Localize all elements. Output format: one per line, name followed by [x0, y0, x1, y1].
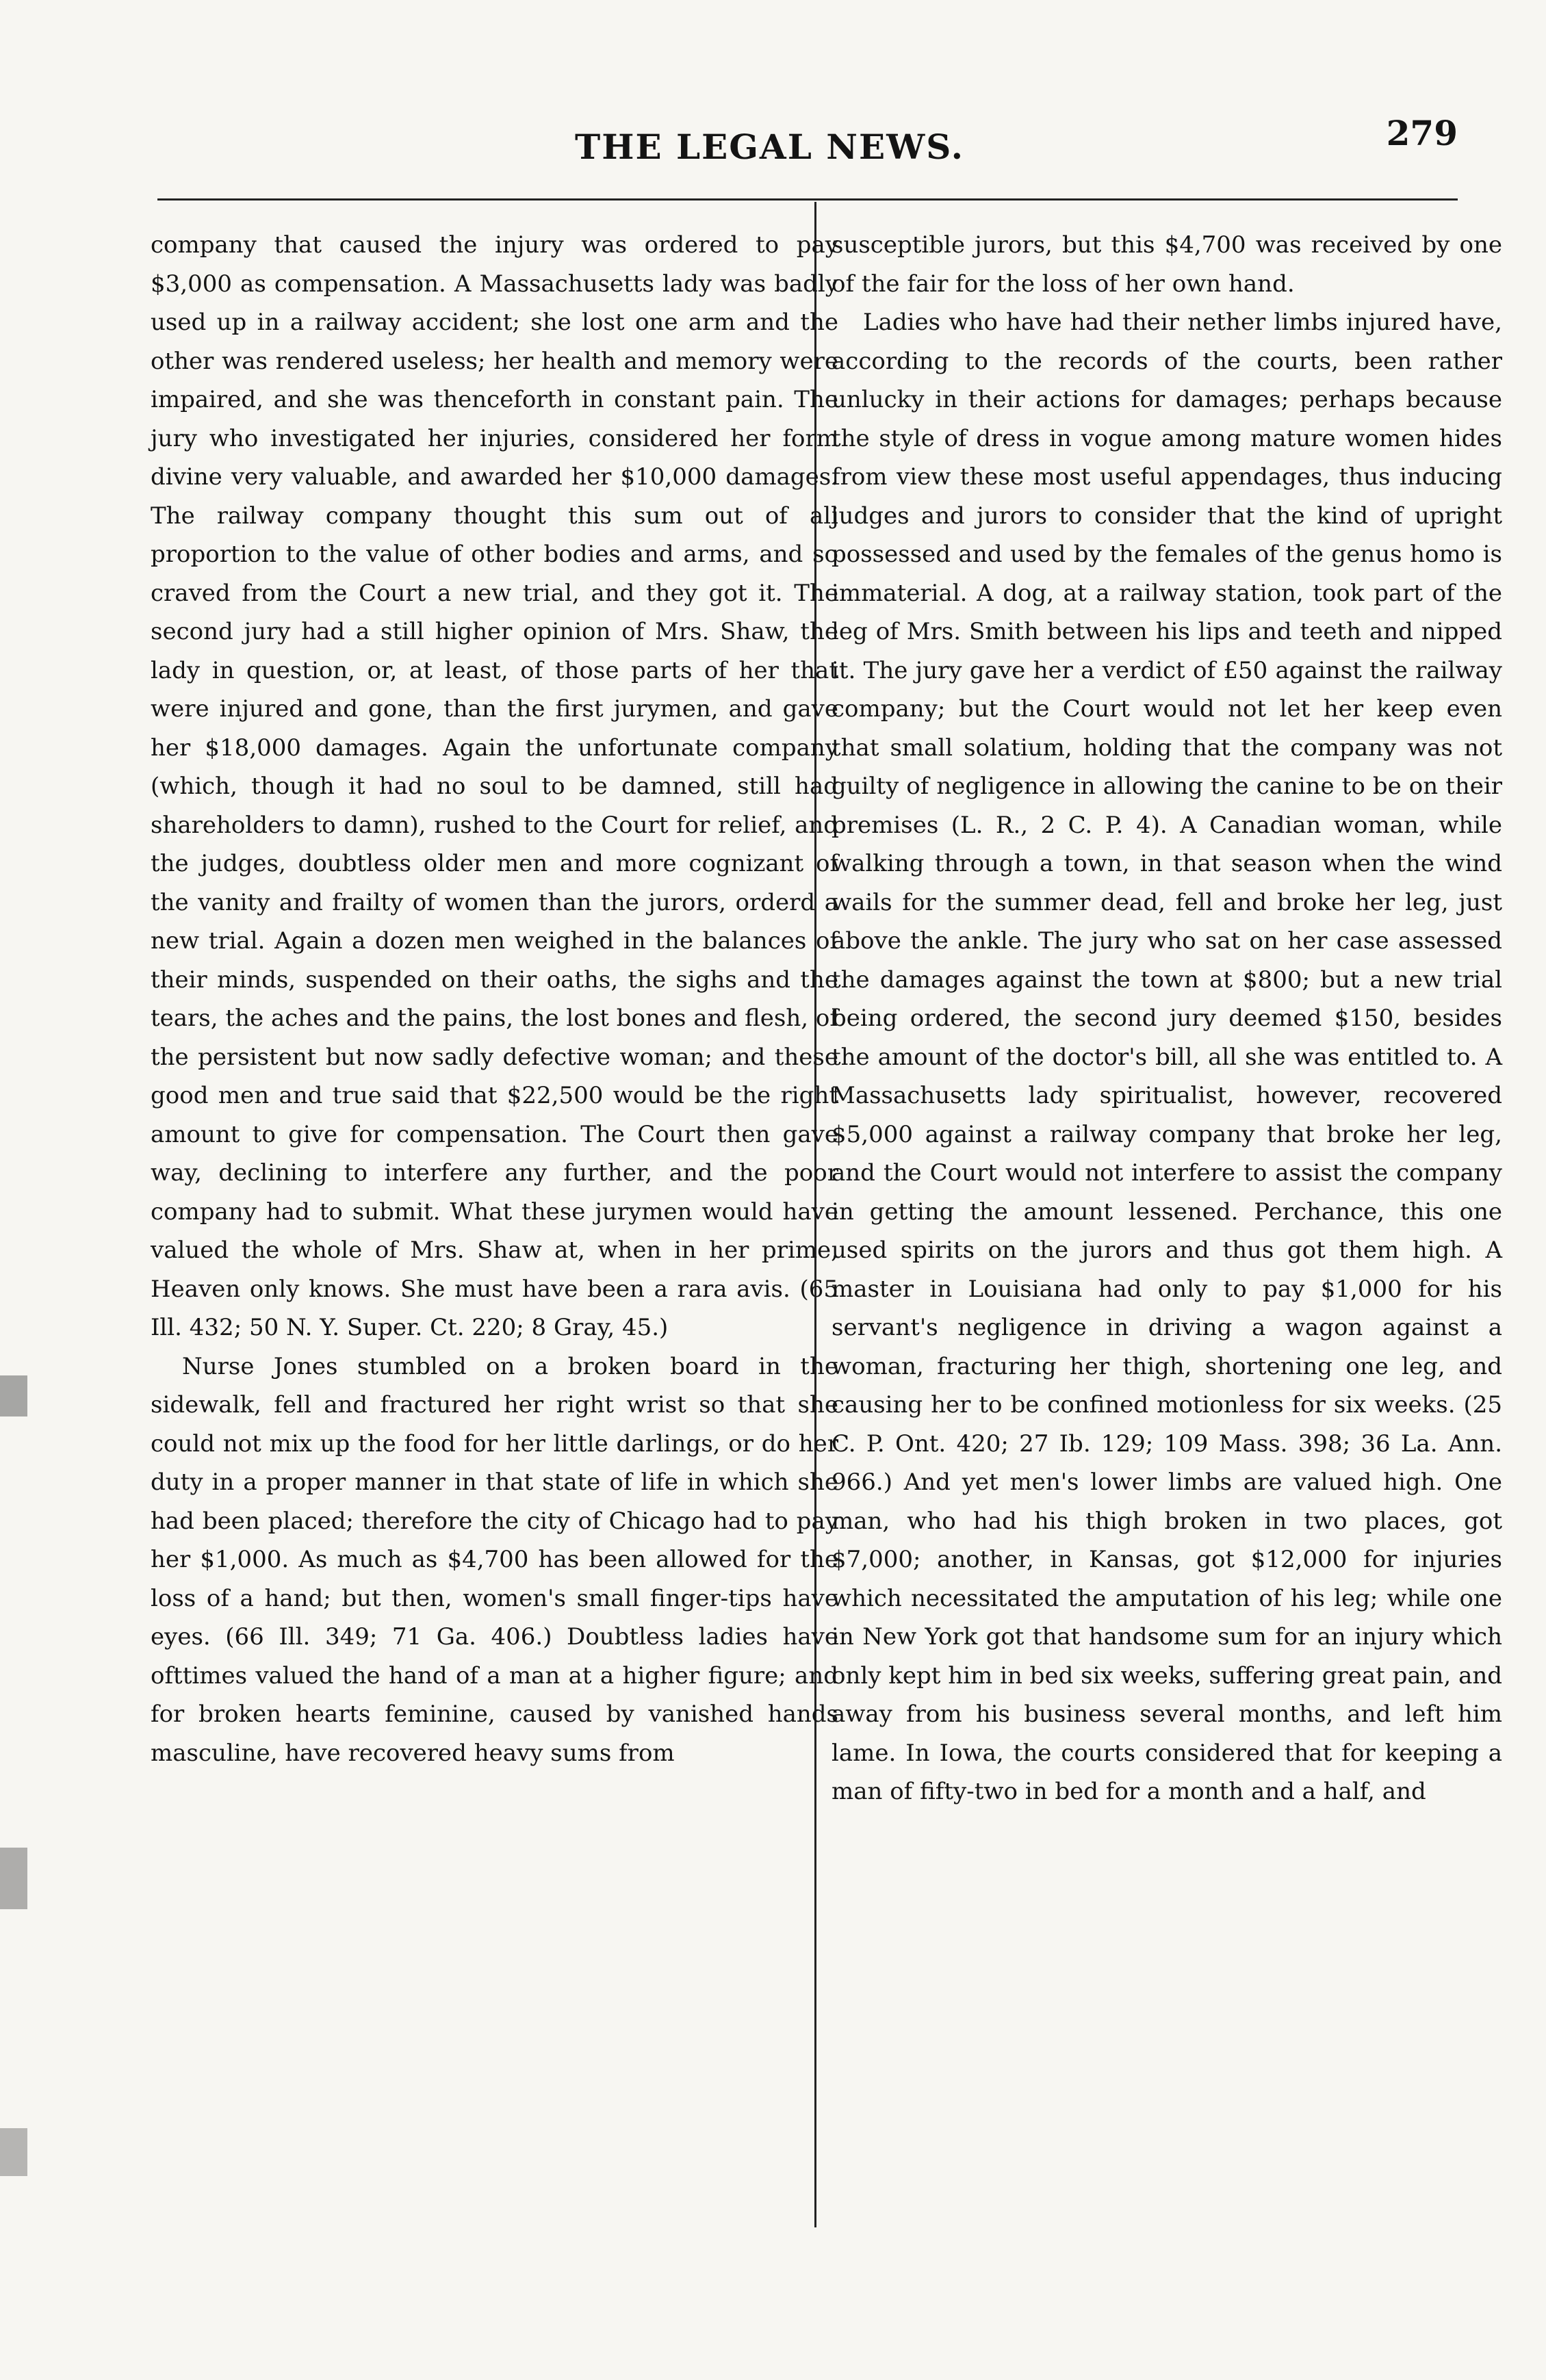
page-number: 279: [1386, 113, 1458, 153]
running-title: THE LEGAL NEWS.: [575, 127, 964, 167]
scan-edge-mark: [0, 1848, 27, 1909]
right-paragraph-2: Ladies who have had their nether limbs injured have, according to the records of the courts, been rather unlucky in their actions for damages; perhaps because the style of dress in vogue among mature women hides from view these most useful appendages, thus inducing judges and jurors to consider that the kind of upright possessed and used by the females of the genus homo is immaterial. A dog, at a railway station, took part of the leg of Mrs. Smith between his lips and teeth and nipped it. The jury gave her a verdict of £50 against the railway company; but the Court would not let her keep even that small solatium, holding that the company was not guilty of negligence in allowing the canine to be on their premises (L. R., 2 C. P. 4). A Canadian woman, while walking through a town, in that season when the wind wails for the summer dead, fell and broke her leg, just above the ankle. The jury who sat on her case assessed the damages against the town at $800; but a new trial being ordered, the second jury deemed $150, besides the amount of the doctor's bill, all she was entitled to. A Massachusetts lady spiritualist, however, recovered $5,000 against a railway company that broke her leg, and the Court would not interfere to assist the company in getting the amount lessened. Perchance, this one used spirits on the jurors and thus got them high. A master in Louisiana had only to pay $1,000 for his servant's negligence in driving a wagon against a woman, fracturing her thigh, shortening one leg, and causing her to be confined motionless for six weeks. (25 C. P. Ont. 420; 27 Ib. 129; 109 Mass. 398; 36 La. Ann. 966.) And yet men's lower limbs are valued high. One man, who had his thigh broken in two places, got $7,000; another, in Kansas, got $12,000 for injuries which necessitated the amputation of his leg; while one in New York got that handsome sum for an injury which only kept him in bed six weeks, suffering great pain, and away from his business several months, and left him lame. In Iowa, the courts considered that for keeping a man of fifty-two in bed for a month and a half, and: [832, 309, 1502, 1805]
left-paragraph-1: company that caused the injury was ordered to pay $3,000 as compensation. A Massachusetts lady was badly used up in a railway accident; she lost one arm and the other was rendered useless; her health and memory were impaired, and she was thenceforth in constant pain. The jury who investigated her injuries, considered her form divine very valuable, and awarded her $10,000 damages. The railway company thought this sum out of all proportion to the value of other bodies and arms, and so craved from the Court a new trial, and they got it. The second jury had a still higher opinion of Mrs. Shaw, the lady in question, or, at least, of those parts of her that were injured and gone, than the first jurymen, and gave her $18,000 damages. Again the unfortunate company (which, though it had no soul to be damned, still had shareholders to damn), rushed to the Court for relief, and the judges, doubtless older men and more cognizant of the vanity and frailty of women than the jurors, orderd a new trial. Again a dozen men weighed in the balances of their minds, suspended on their oaths, the sighs and the tears, the aches and the pains, the lost bones and flesh, of the persistent but now sadly defective woman; and these good men and true said that $22,500 would be the right amount to give for compensation. The Court then gave way, declining to interfere any further, and the poor company had to submit. What these jurymen would have valued the whole of Mrs. Shaw at, when in her prime, Heaven only knows. She must have been a rara avis. (65 Ill. 432; 50 N. Y. Super. Ct. 220; 8 Gray, 45.): [151, 231, 838, 1341]
right-column: [832, 226, 1502, 1811]
scan-edge-mark: [0, 1375, 27, 1417]
header-rule: [157, 198, 1458, 201]
scan-edge-mark: [0, 2128, 27, 2176]
right-paragraph-1: susceptible jurors, but this $4,700 was received by one of the fair for the loss of her own hand.: [832, 231, 1502, 298]
left-column: [151, 226, 838, 1772]
left-paragraph-2: Nurse Jones stumbled on a broken board in the sidewalk, fell and fractured her right wrist so that she could not mix up the food for her little darlings, or do her duty in a proper manner in that state of life in which she had been placed; therefore the city of Chicago had to pay her $1,000. As much as $4,700 has been allowed for the loss of a hand; but then, women's small finger-tips have eyes. (66 Ill. 349; 71 Ga. 406.) Doubtless ladies have ofttimes valued the hand of a man at a higher figure; and for broken hearts feminine, caused by vanished hands masculine, have recovered heavy sums from: [151, 1352, 838, 1767]
page-header: [157, 103, 1458, 171]
